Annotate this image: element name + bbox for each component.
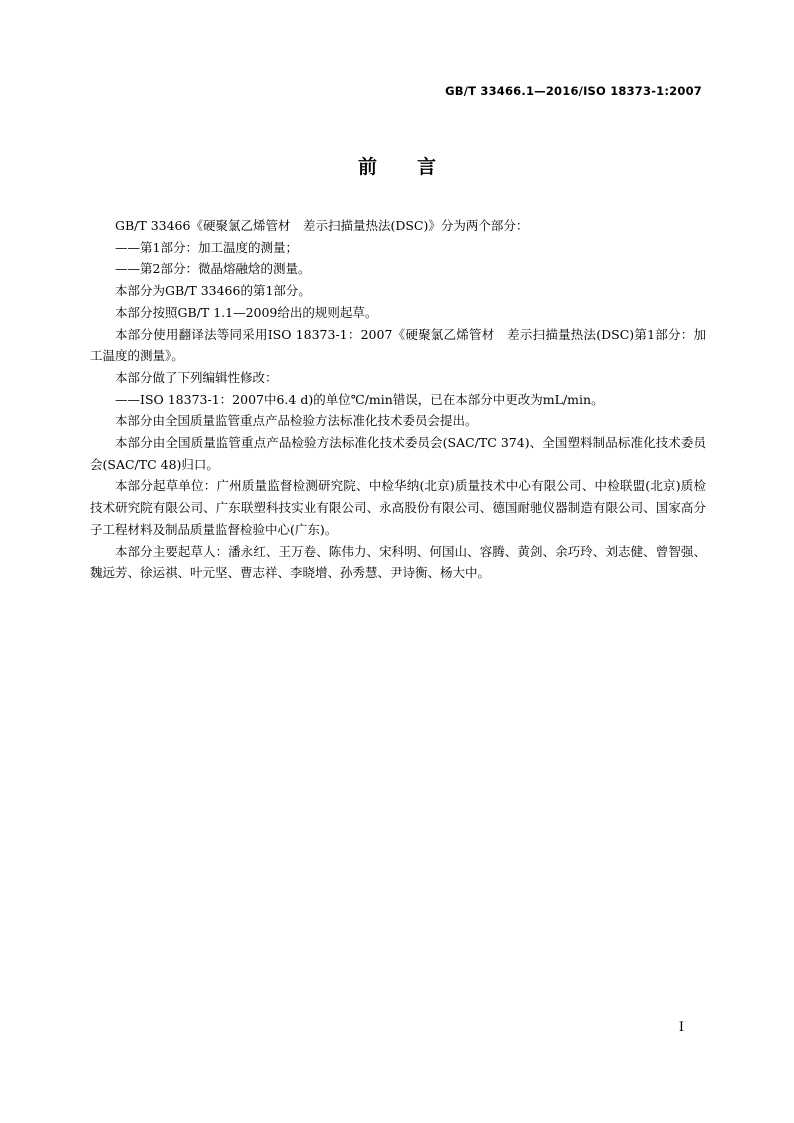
page-title (0, 152, 794, 179)
paragraph-unit-correction: ——ISO 18373-1：2007中6.4 d)的单位℃/min错误，已在本部分中更改为mL/min。 (115, 391, 604, 407)
paragraph-proposed-by: 本部分由全国质量监管重点产品检验方法标准化技术委员会提出。 (115, 413, 478, 429)
paragraph-editorial-changes: 本部分做了下列编辑性修改： (115, 369, 278, 385)
page-number: I (678, 1020, 684, 1035)
paragraph-drafting-rules: 本部分按照GB/T 1.1—2009给出的规则起草。 (115, 304, 378, 320)
standard-number-header: GB/T 33466.1—2016/ISO 18373-1:2007 (445, 84, 702, 98)
paragraph-drafting-units: 本部分起草单位：广州质量监督检测研究院、中检华纳(北京)质量技术中心有限公司、中检联盟(北京)质检技术研究院有限公司、广东联塑科技实业有限公司、永高股份有限公司、德国耐驰仪器制造有限公司、国家高分子工程材料及制品质量监督检验中心(广东)。 (90, 478, 706, 537)
paragraph-part-2: ——第2部分：微晶熔融焓的测量。 (115, 261, 311, 277)
paragraph-part-1: ——第1部分：加工温度的测量； (115, 239, 298, 255)
paragraph-this-part: 本部分为GB/T 33466的第1部分。 (115, 283, 311, 299)
title-char-2: 言 (417, 156, 437, 178)
paragraph-centralized-by: 本部分由全国质量监管重点产品检验方法标准化技术委员会(SAC/TC 374)、全国塑料制品标准化技术委员会(SAC/TC 48)归口。 (90, 435, 706, 472)
paragraph-adoption: 本部分使用翻译法等同采用ISO 18373-1：2007《硬聚氯乙烯管材 差示扫描量热法(DSC)第1部分：加工温度的测量》。 (90, 326, 706, 364)
foreword-body (90, 215, 706, 584)
paragraph-parts-intro: GB/T 33466《硬聚氯乙烯管材 差示扫描量热法(DSC)》分为两个部分： (115, 218, 529, 233)
paragraph-drafters: 本部分主要起草人：潘永红、王万卷、陈伟力、宋科明、何国山、容腾、黄剑、余巧玲、刘志健、曾智强、魏远芳、徐运祺、叶元坚、曹志祥、李晓增、孙秀慧、尹诗衡、杨大中。 (90, 543, 706, 581)
title-char-1: 前 (357, 156, 377, 178)
